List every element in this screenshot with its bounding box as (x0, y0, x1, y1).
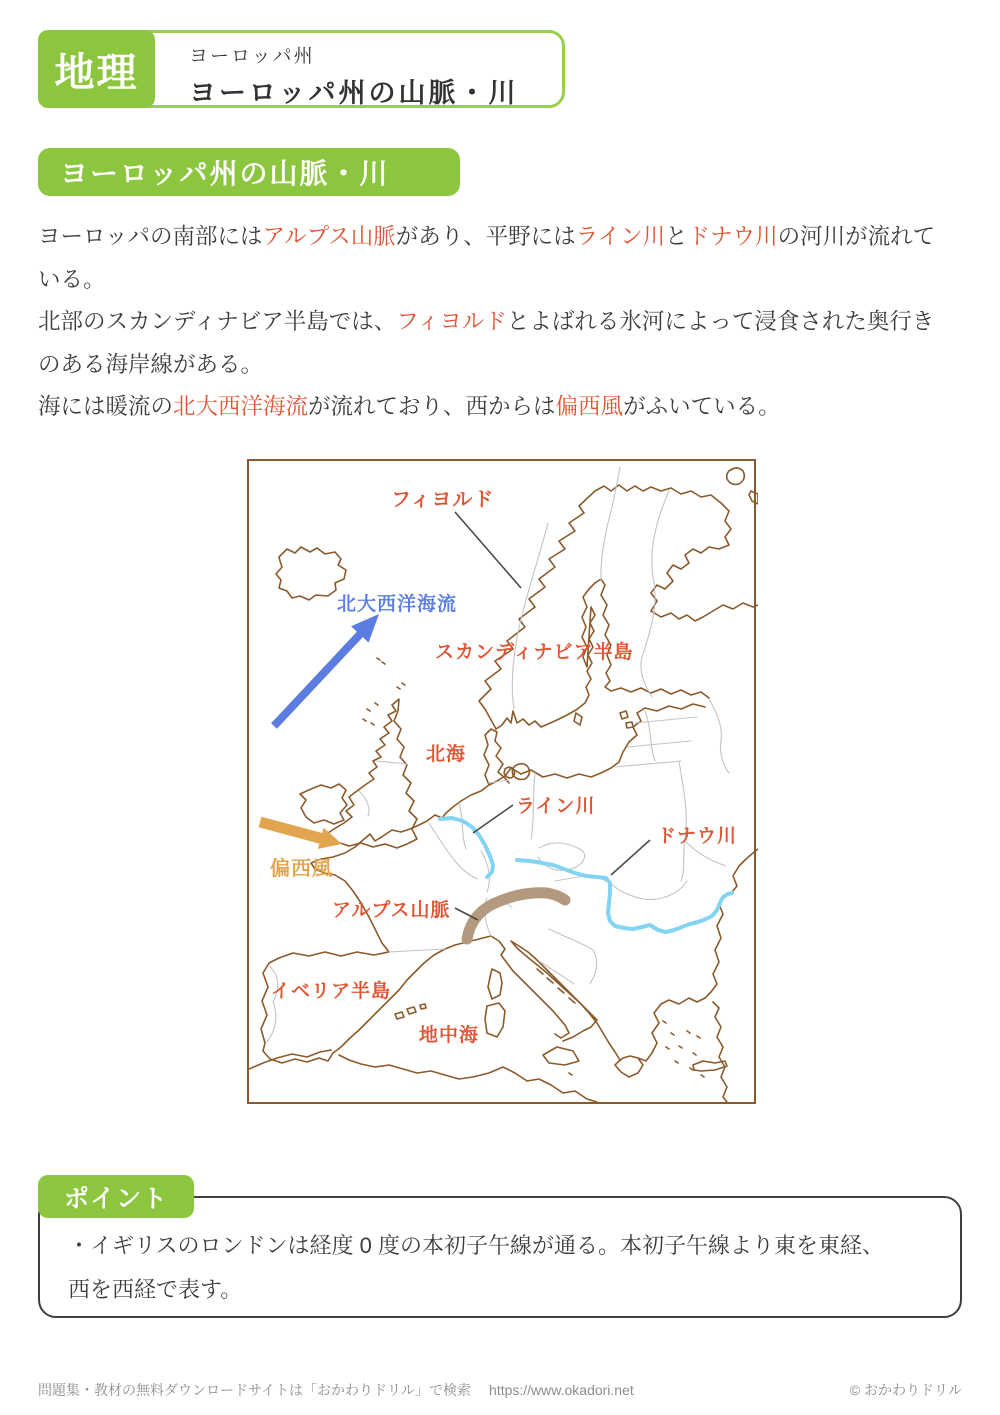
africa-coast (249, 1050, 331, 1069)
norway-arctic-coast (479, 485, 758, 729)
croatian-islands (537, 969, 575, 1003)
great-britain-coast (317, 699, 417, 848)
body-text (38, 216, 968, 429)
body-segment: が流れており、西からは (308, 394, 556, 419)
ocean-current-arrow (271, 614, 379, 729)
baltic-south-coast (261, 704, 705, 1063)
aegean-islands (569, 1021, 704, 1077)
body-line (38, 344, 968, 387)
body-line (38, 301, 968, 344)
north-sea-label: 北海 (426, 744, 467, 765)
rhine-label: ライン川 (516, 796, 596, 817)
subject-badge: 地理 (38, 30, 155, 108)
rhine-connector-line (473, 805, 513, 833)
arctic-islands (727, 468, 758, 504)
body-segment: があり、平野には (395, 224, 576, 249)
keyword-current: 北大西洋海流 (173, 394, 309, 419)
body-line (38, 216, 968, 259)
page-title: ヨーロッパ州の山脈・川 (189, 78, 519, 108)
fjord-label: フィヨルド (391, 489, 495, 511)
footer-left (38, 1380, 652, 1400)
westerlies-label: 偏西風 (270, 858, 333, 880)
body-segment: 海には暖流の (38, 394, 174, 419)
body-segment: の河川が流れて (777, 224, 936, 249)
scandinavia-label: スカンディナビア半島 (435, 642, 634, 663)
europe-map (249, 461, 758, 1102)
greece-aegean-coast (638, 849, 758, 1061)
keyword-westerlies: 偏西風 (555, 394, 624, 419)
scottish-islands (363, 658, 405, 725)
ocean-current-label: 北大西洋海流 (337, 594, 458, 615)
body-segment: 北部のスカンディナビア半島では、 (38, 309, 397, 334)
body-line (38, 386, 968, 429)
keyword-rhine: ライン川 (575, 224, 666, 249)
footer-text: 問題集・教材の無料ダウンロードサイトは「おかわりドリル」で検索 (38, 1382, 472, 1398)
keyword-alps: アルプス山脈 (262, 224, 396, 249)
point-line: ・イギリスのロンドンは経度 0 度の本初子午線が通る。本初子午線より東を東経、 (68, 1233, 885, 1258)
estonian-islands (620, 711, 633, 728)
europe-map-frame (247, 459, 756, 1104)
body-segment: ヨーロッパの南部には (38, 224, 263, 249)
danube-label: ドナウ川 (657, 826, 738, 847)
section-heading: ヨーロッパ州の山脈・川 (38, 148, 460, 196)
mediterranean-label: 地中海 (419, 1025, 480, 1046)
fjord-connector-line (455, 512, 521, 588)
corsica-island (488, 969, 502, 999)
body-line (38, 259, 968, 302)
keyword-fjord: フィヨルド (396, 309, 507, 334)
header-category: ヨーロッパ州 (189, 46, 315, 67)
point-badge: ポイント (38, 1175, 194, 1218)
iceland-coast (276, 547, 346, 600)
sardinia-island (485, 1003, 505, 1037)
iberia-label: イベリア半島 (271, 981, 392, 1002)
coastlines (249, 468, 758, 1102)
header-title-box (122, 30, 565, 108)
ireland-coast (300, 784, 347, 824)
body-segment: のある海岸線がある。 (38, 351, 264, 377)
balearic-islands (395, 1004, 426, 1019)
gotland-island (574, 713, 582, 725)
sicily-island (543, 1047, 579, 1065)
body-segment: がふいている。 (623, 394, 781, 419)
turkey-coast (713, 1002, 727, 1102)
body-segment: とよばれる氷河によって浸食された奥行き (506, 309, 935, 334)
point-line: 西を西経で表す。 (68, 1277, 243, 1302)
alps-label: アルプス山脈 (332, 900, 451, 921)
alps-ridge (467, 893, 565, 939)
keyword-danube: ドナウ川 (687, 224, 778, 249)
point-section (38, 1175, 962, 1320)
body-segment: いる。 (38, 266, 106, 292)
footer-url: https://www.okadori.net (489, 1382, 634, 1398)
body-segment: と (665, 224, 688, 249)
africa-coast-east (339, 1055, 597, 1102)
footer-copyright: © おかわりドリル (849, 1382, 962, 1398)
page-footer (38, 1380, 962, 1400)
danube-connector-line (611, 840, 650, 875)
rhine-river-path (440, 818, 493, 877)
